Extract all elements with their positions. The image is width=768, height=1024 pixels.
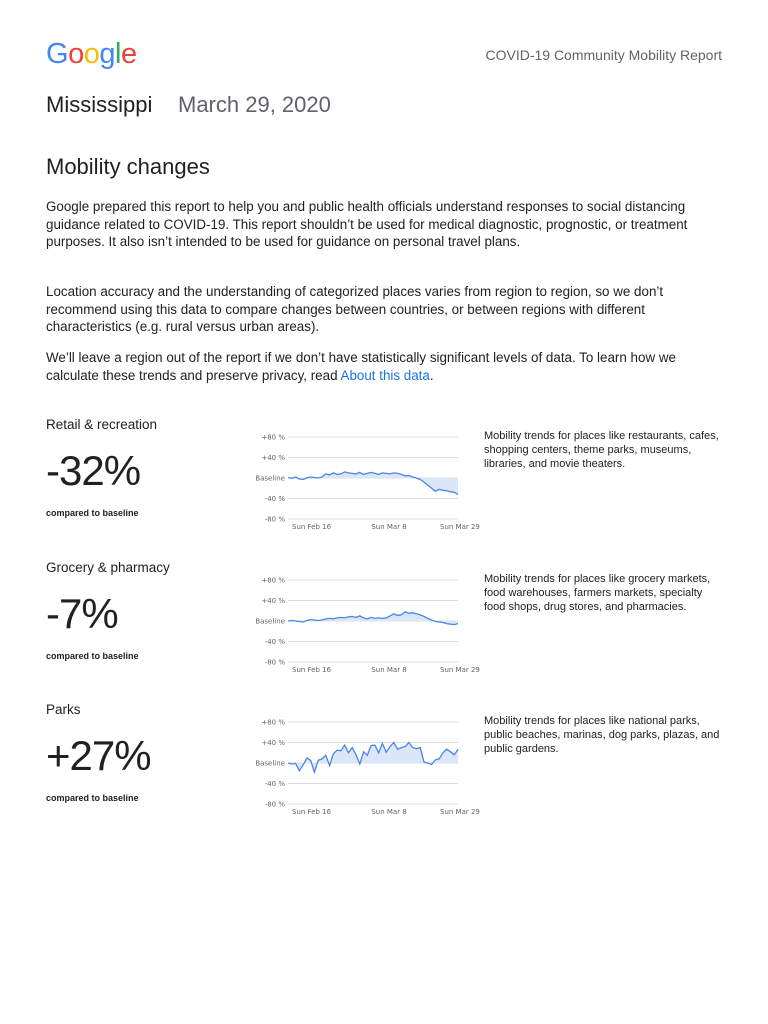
- x-tick-label: Sun Feb 16: [292, 808, 332, 816]
- y-tick-label: +40 %: [261, 739, 285, 747]
- mobility-chart: [216, 708, 480, 820]
- series-line: [288, 612, 458, 625]
- y-tick-label: Baseline: [255, 759, 285, 768]
- logo-letter: e: [120, 38, 137, 70]
- x-tick-label: Sun Feb 16: [292, 666, 332, 674]
- y-tick-label: -40 %: [264, 638, 285, 646]
- category-grocery-pharmacy: [46, 560, 746, 690]
- y-tick-label: Baseline: [255, 474, 285, 483]
- intro-paragraph-3-end: .: [429, 367, 434, 383]
- x-tick-label: Sun Feb 16: [292, 523, 332, 531]
- y-tick-label: Baseline: [255, 617, 285, 626]
- logo-letter: o: [68, 38, 84, 70]
- category-value: -32%: [46, 447, 141, 494]
- y-tick-label: +40 %: [261, 454, 285, 462]
- region-name: Mississippi: [46, 92, 153, 117]
- category-value: -7%: [46, 590, 118, 637]
- y-tick-label: +40 %: [261, 597, 285, 605]
- logo-letter: G: [46, 38, 69, 70]
- about-this-data-link[interactable]: About this data: [340, 367, 430, 383]
- intro-paragraph-2: Location accuracy and the understanding of categorized places varies from region to region, so we don’t recommend using this data to compare changes between countries, or between regions with different characteristics (e.g. rural versus urban areas).: [46, 284, 664, 334]
- category-name: Retail & recreation: [46, 417, 158, 432]
- category-description: Mobility trends for places like restaurants, cafes, shopping centers, theme parks, museums, libraries, and movie theaters.: [484, 430, 719, 470]
- google-logo: [46, 38, 137, 71]
- logo-letter: g: [99, 38, 115, 70]
- y-tick-label: +80 %: [261, 576, 285, 585]
- report-title: COVID-19 Community Mobility Report: [485, 47, 722, 63]
- intro-paragraph-3-text: We’ll leave a region out of the report if we don’t have statistically significant levels of data. To learn how we calculate these trends and preserve privacy, read: [46, 350, 676, 383]
- y-tick-label: +80 %: [261, 433, 285, 442]
- intro-paragraph-1: Google prepared this report to help you and public health officials understand responses to social distancing guidance related to COVID-19. This report shouldn’t be used for medical diagnostic, prognostic, or treatment purposes. It also isn’t intended to be used for guidance on personal travel plans.: [46, 199, 688, 249]
- category-name: Grocery & pharmacy: [46, 560, 170, 575]
- category-retail-recreation: [46, 417, 746, 547]
- x-tick-label: Sun Mar 29: [440, 666, 480, 674]
- y-tick-label: -40 %: [264, 495, 285, 503]
- category-description: Mobility trends for places like grocery markets, food warehouses, farmers markets, specialty food shops, drug stores, and pharmacies.: [484, 573, 711, 613]
- category-value: +27%: [46, 732, 151, 779]
- y-tick-label: -80 %: [264, 800, 285, 809]
- x-tick-label: Sun Mar 29: [440, 523, 480, 531]
- x-tick-label: Sun Mar 8: [371, 523, 407, 531]
- intro-paragraph-3: [46, 349, 726, 384]
- x-tick-label: Sun Mar 29: [440, 808, 480, 816]
- logo-letter: o: [83, 38, 100, 70]
- compared-to-baseline-label: compared to baseline: [46, 793, 139, 803]
- category-parks: [46, 702, 746, 832]
- series-area: [288, 472, 458, 495]
- section-title: Mobility changes: [46, 154, 210, 179]
- mobility-chart: [216, 423, 480, 535]
- y-tick-label: +80 %: [261, 718, 285, 727]
- y-tick-label: -40 %: [264, 780, 285, 788]
- category-description: Mobility trends for places like national parks, public beaches, marinas, dog parks, plazas, and public gardens.: [484, 715, 720, 755]
- mobility-chart: [216, 566, 480, 678]
- y-tick-label: -80 %: [264, 658, 285, 667]
- report-date: March 29, 2020: [178, 92, 331, 117]
- compared-to-baseline-label: compared to baseline: [46, 651, 139, 661]
- compared-to-baseline-label: compared to baseline: [46, 508, 139, 518]
- y-tick-label: -80 %: [264, 515, 285, 524]
- category-name: Parks: [46, 702, 81, 717]
- x-tick-label: Sun Mar 8: [371, 666, 407, 674]
- logo-letter: l: [114, 38, 121, 70]
- x-tick-label: Sun Mar 8: [371, 808, 407, 816]
